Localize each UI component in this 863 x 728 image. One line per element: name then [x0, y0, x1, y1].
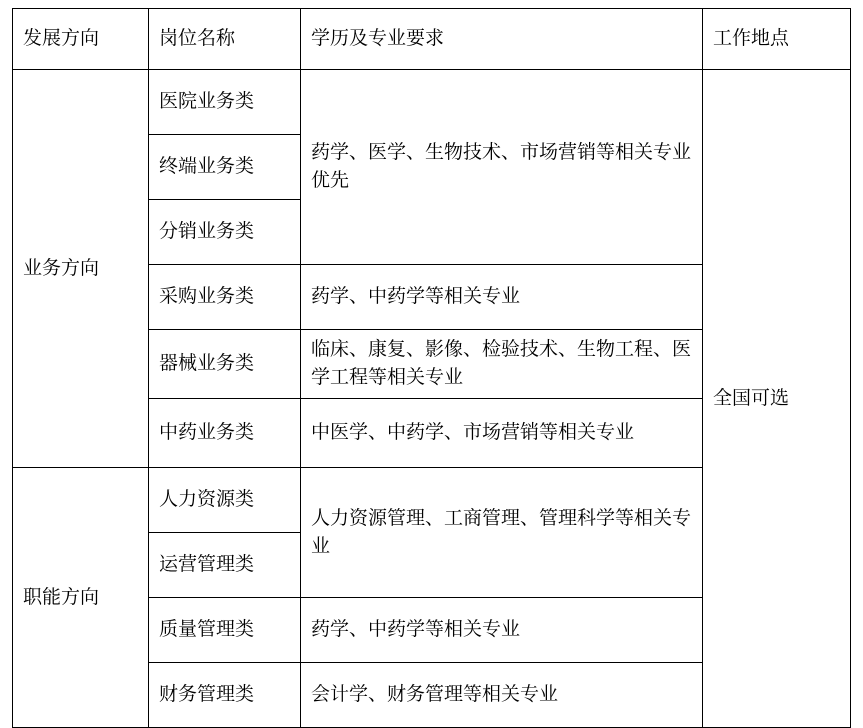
- position-name: 财务管理类: [149, 663, 301, 728]
- direction-functional: 职能方向: [13, 468, 149, 728]
- position-name: 分销业务类: [149, 200, 301, 265]
- column-header-position: 岗位名称: [149, 9, 301, 70]
- column-header-location: 工作地点: [703, 9, 851, 70]
- requirement-text: 药学、中药学等相关专业: [301, 265, 703, 330]
- direction-business: 业务方向: [13, 70, 149, 468]
- work-location: 全国可选: [703, 70, 851, 728]
- table-header-row: [13, 9, 851, 70]
- position-name: 采购业务类: [149, 265, 301, 330]
- position-name: 人力资源类: [149, 468, 301, 533]
- column-header-direction: 发展方向: [13, 9, 149, 70]
- table-row: [13, 70, 851, 135]
- table-header: [13, 9, 851, 70]
- table-body: [13, 70, 851, 728]
- column-header-requirements: 学历及专业要求: [301, 9, 703, 70]
- position-name: 运营管理类: [149, 533, 301, 598]
- position-name: 质量管理类: [149, 598, 301, 663]
- position-name: 医院业务类: [149, 70, 301, 135]
- recruitment-positions-table: [12, 8, 851, 728]
- requirement-text: 药学、中药学等相关专业: [301, 598, 703, 663]
- position-name: 器械业务类: [149, 330, 301, 399]
- requirement-text: 会计学、财务管理等相关专业: [301, 663, 703, 728]
- requirement-text: 人力资源管理、工商管理、管理科学等相关专业: [301, 468, 703, 598]
- requirement-text: 临床、康复、影像、检验技术、生物工程、医学工程等相关专业: [301, 330, 703, 399]
- requirement-text: 中医学、中药学、市场营销等相关专业: [301, 399, 703, 468]
- requirement-text: 药学、医学、生物技术、市场营销等相关专业优先: [301, 70, 703, 265]
- position-name: 中药业务类: [149, 399, 301, 468]
- position-name: 终端业务类: [149, 135, 301, 200]
